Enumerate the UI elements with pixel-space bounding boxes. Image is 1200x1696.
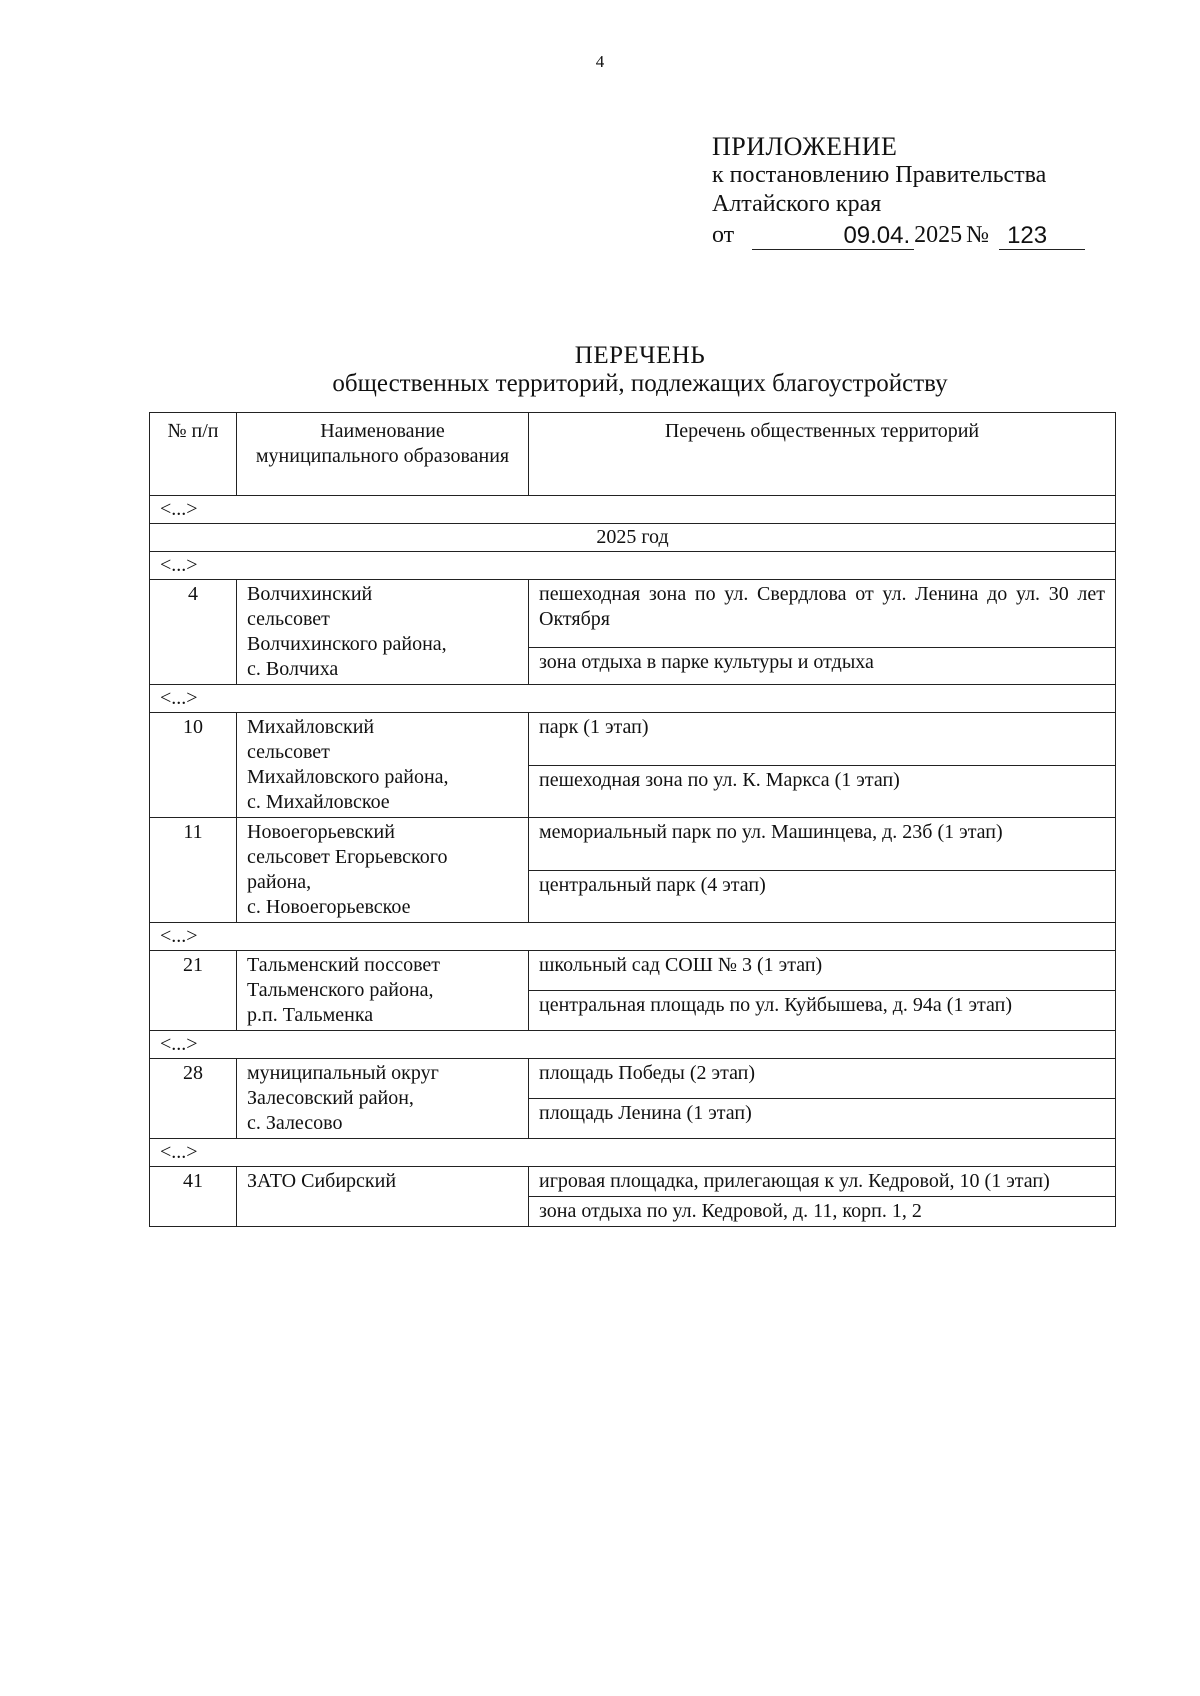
appendix-line-1: к постановлению Правительства [712, 162, 1047, 188]
municipality-name [237, 713, 529, 818]
title-line-2: общественных территорий, подлежащих благоустройству [332, 370, 948, 397]
territory-item: центральная площадь по ул. Куйбышева, д. 94а (1 этап) [529, 991, 1116, 1031]
row-number: 21 [150, 951, 237, 1031]
omission-marker-row [150, 1139, 1116, 1167]
table-header-row [150, 413, 1116, 496]
municipality-name-line: Тальменский поссовет [247, 954, 441, 976]
table-body [150, 496, 1116, 1227]
municipality-name-line: Залесовский район, [247, 1087, 414, 1109]
municipality-name-line: с. Михайловское [247, 791, 390, 813]
municipality-name-line: с. Новоегорьевское [247, 896, 411, 918]
row-number: 10 [150, 713, 237, 818]
territory-item: парк (1 этап) [529, 713, 1116, 766]
table-row [150, 818, 1116, 871]
municipality-name-line: муниципальный округ [247, 1062, 439, 1084]
appendix-block [712, 132, 1085, 250]
municipality-name-line: сельсовет [247, 741, 330, 763]
table-row [150, 1059, 1116, 1099]
decree-date: 09.04. [752, 223, 914, 250]
municipality-name-line: Михайловский [247, 716, 375, 738]
appendix-date-line [712, 221, 1085, 250]
omission-marker: <...> [150, 1139, 1116, 1167]
title-line-1: ПЕРЕЧЕНЬ [574, 342, 706, 369]
omission-marker-row [150, 923, 1116, 951]
appendix-line-2: Алтайского края [712, 191, 882, 217]
table-row [150, 713, 1116, 766]
appendix-title: ПРИЛОЖЕНИЕ [712, 132, 898, 161]
table-row [150, 1167, 1116, 1197]
territory-item: зона отдыха в парке культуры и отдыха [529, 647, 1116, 684]
row-number: 11 [150, 818, 237, 923]
territory-item: школьный сад СОШ № 3 (1 этап) [529, 951, 1116, 991]
year-heading: 2025 год [150, 524, 1116, 552]
omission-marker: <...> [150, 1031, 1116, 1059]
territory-item: центральный парк (4 этап) [529, 870, 1116, 923]
document-title [200, 342, 1080, 398]
omission-marker-row [150, 496, 1116, 524]
omission-marker: <...> [150, 552, 1116, 580]
number-label: № [966, 222, 990, 248]
municipality-name-line: Волчихинского района, [247, 633, 447, 655]
omission-marker-row [150, 1031, 1116, 1059]
municipality-name-line: сельсовет [247, 608, 330, 630]
omission-marker: <...> [150, 923, 1116, 951]
territory-item: зона отдыха по ул. Кедровой, д. 11, корп. 1, 2 [529, 1197, 1116, 1227]
omission-marker-row [150, 685, 1116, 713]
municipality-name-line: Михайловского района, [247, 766, 449, 788]
municipality-name-line: с. Залесово [247, 1112, 343, 1134]
territory-item: мемориальный парк по ул. Машинцева, д. 23б (1 этап) [529, 818, 1116, 871]
table-row [150, 951, 1116, 991]
header-territories: Перечень общественных территорий [529, 413, 1116, 496]
municipality-name [237, 1167, 529, 1227]
omission-marker-row [150, 552, 1116, 580]
municipality-name-line: с. Волчиха [247, 658, 339, 680]
decree-year: 2025 [914, 222, 963, 248]
row-number: 28 [150, 1059, 237, 1139]
row-number: 4 [150, 580, 237, 685]
territories-table [149, 412, 1116, 1227]
territory-item: пешеходная зона по ул. Свердлова от ул. Ленина до ул. 30 лет Октября [529, 580, 1116, 648]
territory-item: площадь Победы (2 этап) [529, 1059, 1116, 1099]
header-number: № п/п [150, 413, 237, 496]
territory-item: площадь Ленина (1 этап) [529, 1099, 1116, 1139]
municipality-name-line: Новоегорьевский [247, 821, 395, 843]
municipality-name [237, 1059, 529, 1139]
municipality-name-line: р.п. Тальменка [247, 1004, 374, 1026]
territory-item: пешеходная зона по ул. К. Маркса (1 этап) [529, 765, 1116, 818]
table-row [150, 580, 1116, 648]
municipality-name [237, 951, 529, 1031]
from-label: от [712, 222, 735, 248]
municipality-name [237, 580, 529, 685]
omission-marker: <...> [150, 685, 1116, 713]
municipality-name-line: ЗАТО Сибирский [247, 1170, 397, 1192]
page-number: 4 [595, 52, 605, 71]
year-heading-row [150, 524, 1116, 552]
omission-marker: <...> [150, 496, 1116, 524]
row-number: 41 [150, 1167, 237, 1227]
municipality-name-line: района, [247, 871, 312, 893]
municipality-name [237, 818, 529, 923]
territory-item: игровая площадка, прилегающая к ул. Кедровой, 10 (1 этап) [529, 1167, 1116, 1197]
decree-number: 123 [999, 223, 1085, 250]
header-municipality: Наименование муниципального образования [237, 413, 529, 496]
municipality-name-line: сельсовет Егорьевского [247, 846, 448, 868]
municipality-name-line: Волчихинский [247, 583, 373, 605]
municipality-name-line: Тальменского района, [247, 979, 434, 1001]
